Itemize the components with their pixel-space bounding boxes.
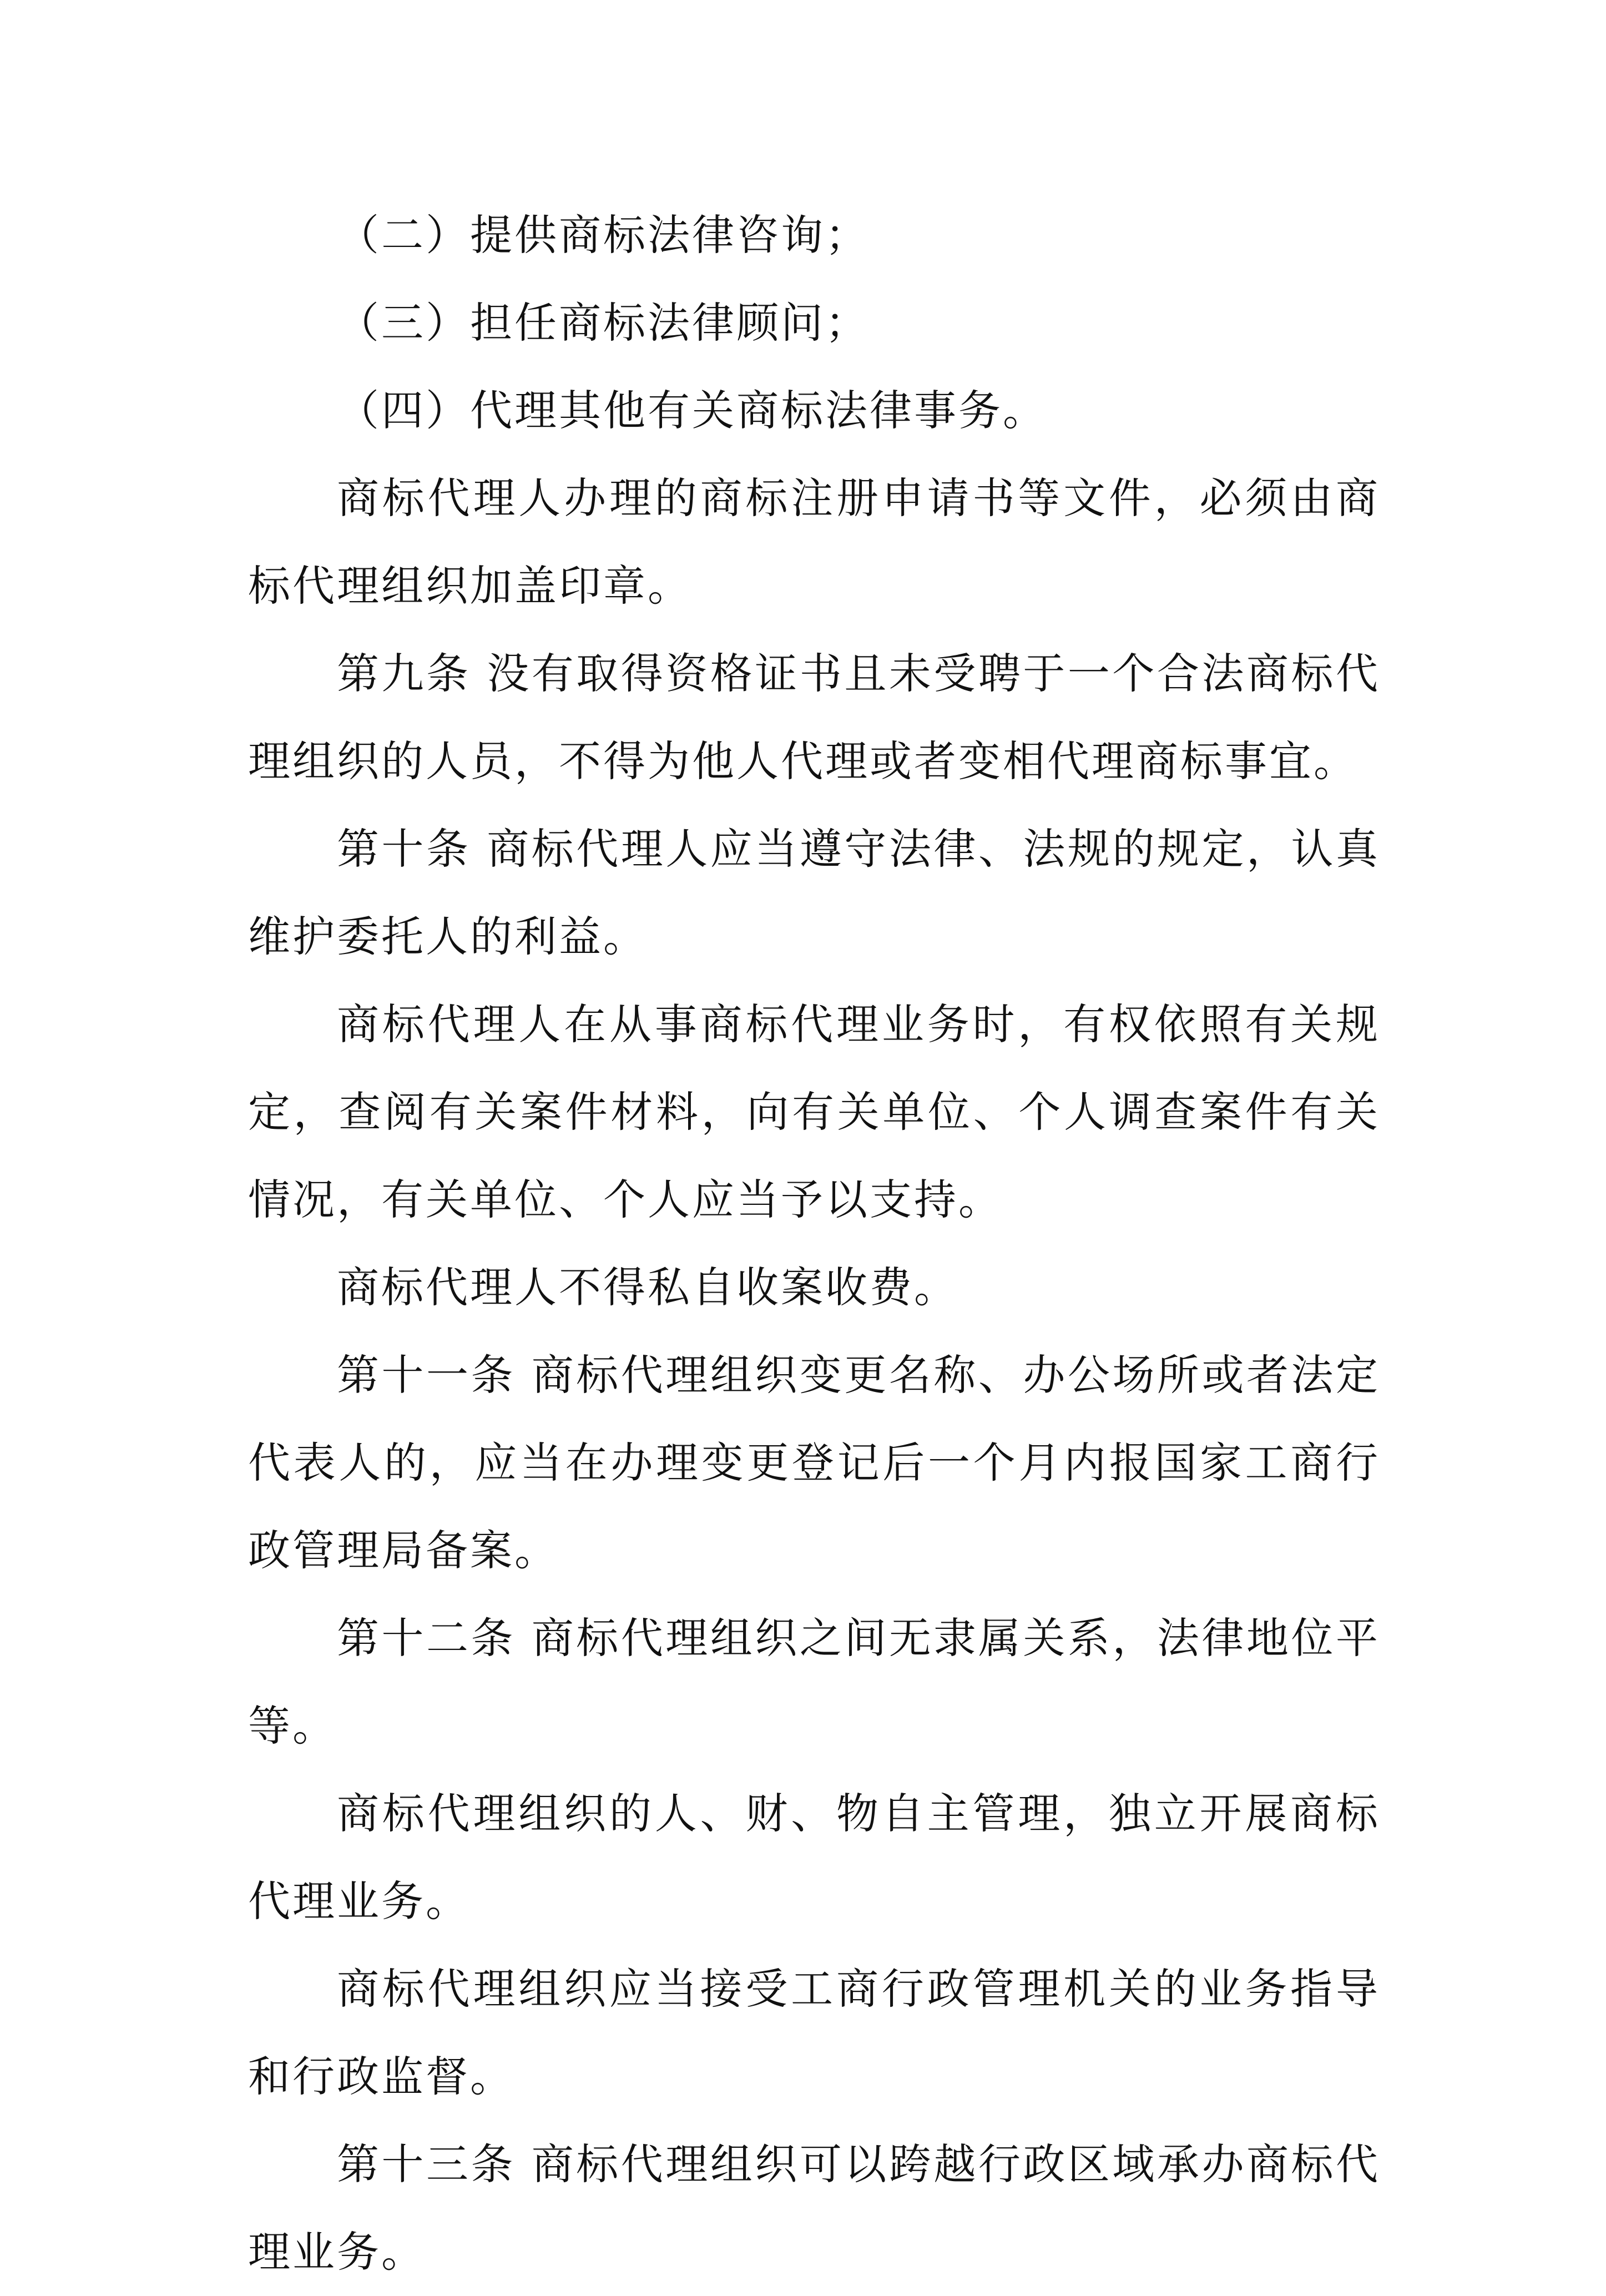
article-11: 第十一条 商标代理组织变更名称、办公场所或者法定代表人的，应当在办理变更登记后一个月内报国家工商行政管理局备案。 — [248, 1350, 1380, 1575]
document-body — [248, 191, 1380, 2296]
paragraph-item-3: （三）担任商标法律顾问； — [337, 298, 870, 347]
article-13: 第十三条 商标代理组织可以跨越行政区域承办商标代理业务。 — [248, 2139, 1380, 2277]
article-12-supervision: 商标代理组织应当接受工商行政管理机关的业务指导和行政监督。 — [248, 1964, 1380, 2101]
article-10-fees: 商标代理人不得私自收案收费。 — [337, 1263, 958, 1312]
article-12: 第十二条 商标代理组织之间无隶属关系，法律地位平等。 — [248, 1613, 1380, 1750]
article-10-rights: 商标代理人在从事商标代理业务时，有权依照有关规定，查阅有关案件材料，向有关单位、个人调查案件有关情况，有关单位、个人应当予以支持。 — [248, 1000, 1380, 1224]
article-12-management: 商标代理组织的人、财、物自主管理，独立开展商标代理业务。 — [248, 1789, 1380, 1926]
article-9: 第九条 没有取得资格证书且未受聘于一个合法商标代理组织的人员，不得为他人代理或者变相代理商标事宜。 — [248, 649, 1380, 786]
paragraph-item-4: （四）代理其他有关商标法律事务。 — [337, 386, 1047, 435]
paragraph-seal-requirement: 商标代理人办理的商标注册申请书等文件，必须由商标代理组织加盖印章。 — [248, 473, 1380, 610]
paragraph-item-2: （二）提供商标法律咨询； — [337, 210, 870, 260]
article-10: 第十条 商标代理人应当遵守法律、法规的规定，认真维护委托人的利益。 — [248, 824, 1380, 961]
